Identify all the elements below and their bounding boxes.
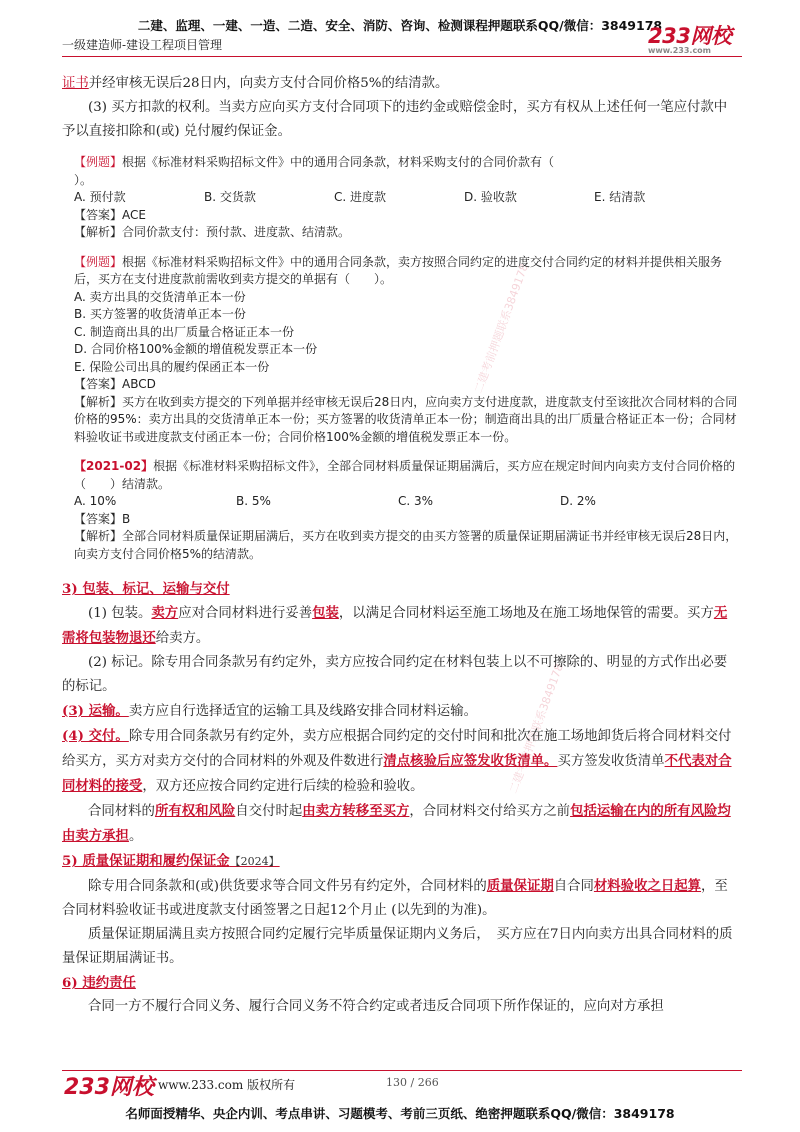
example-block-2 [62, 254, 738, 447]
option-item: B. 买方签署的收货清单正本一份 [74, 307, 246, 321]
header-ad-banner: 二建、监理、一建、一造、二造、安全、消防、咨询、检测课程押题联系QQ/微信：3849178 [137, 18, 663, 33]
text: 合同材料的 [88, 804, 155, 819]
paragraph-packaging [62, 601, 738, 651]
highlight-term: 证书 [62, 76, 89, 91]
answer-line: 【答案】B [74, 511, 131, 526]
section-heading: 3) 包装、标记、运输与交付 [62, 581, 230, 597]
example-question [62, 254, 738, 289]
highlight-term: 不代表对合同材料的接受 [62, 753, 732, 794]
highlight-term: 所有权和风险 [154, 803, 236, 819]
example-tag: 【例题】 [74, 254, 123, 269]
example-block-3 [62, 458, 738, 563]
heading-text: 5) 质量保证期和履约保证金 [62, 853, 230, 869]
example-question [62, 458, 738, 493]
brand-logo [648, 20, 731, 55]
page-number: 130 / 266 [386, 1076, 439, 1089]
question-text: 根据《标准材料采购招标文件》中的通用合同条款，材料采购支付的合同价款有（ [122, 155, 555, 169]
text: 除专用合同条款和(或)供货要求等合同文件另有约定外，合同材料的 [88, 879, 487, 894]
option-item: D. 2% [560, 494, 596, 508]
question-end: ）。 [74, 172, 93, 187]
section-heading: 6) 违约责任 [62, 975, 136, 991]
paragraph-liability: 合同一方不履行合同义务、履行合同义务不符合约定或者违反合同项下所作保证的，应向对方承担 [88, 999, 664, 1014]
brand-logo-text: 233网校 [648, 24, 732, 48]
option-item: C. 进度款 [334, 190, 387, 204]
brand-logo-url: www.233.com [648, 46, 712, 55]
text: 买方签发收货清单 [557, 754, 665, 769]
highlight-term: (4) 交付。 [62, 728, 129, 744]
answer-line: 【答案】ABCD [74, 377, 156, 391]
question-text: 根据《标准材料采购招标文件》，全部合同材料质量保证期届满后，买方应在规定时间内向卖方支付合同价格的（ ）结清款。 [74, 459, 736, 491]
example-question [62, 154, 738, 172]
paragraph-warranty [62, 874, 738, 923]
text: 卖方应自行选择适宜的运输工具及线路安排合同材料运输。 [128, 704, 477, 719]
header-divider [62, 56, 742, 57]
text: 给卖方。 [155, 631, 210, 646]
analysis-line: 【解析】全部合同材料质量保证期届满后，买方在收到卖方提交的由买方签署的质量保证期届满证书并经审核无误后28日内，向卖方支付合同价格5%的结清款。 [74, 529, 738, 561]
text: 。 [128, 829, 143, 844]
option-item: C. 制造商出具的出厂质量合格证正本一份 [74, 324, 295, 339]
paragraph-marking: (2) 标记。除专用合同条款另有约定外，卖方应按合同约定在材料包装上以不可擦除的、明显的方式作出必要的标记。 [62, 655, 728, 694]
paragraph-transport [62, 699, 738, 724]
text: ，以满足合同材料运至施工场地及在施工场地保管的需要。买方 [338, 606, 714, 621]
highlight-term: 卖方 [151, 605, 179, 621]
year-badge: 【2024】 [229, 855, 280, 868]
watermark: 二建考前押题联系3849178 [506, 661, 566, 796]
highlight-term: 包括运输在内的所有风险均由卖方承担 [62, 803, 731, 844]
footer-divider [62, 1070, 742, 1071]
option-item: E. 结清款 [594, 190, 646, 204]
highlight-term: 材料验收之日起算 [593, 878, 702, 894]
footer-logo: 233网校 [64, 1075, 154, 1100]
page-content [62, 72, 738, 1019]
text: 应对合同材料进行妥善 [178, 606, 313, 621]
example-tag: 【2021-02】 [74, 459, 154, 473]
option-item: D. 验收款 [464, 190, 517, 204]
highlight-term: (3) 运输。 [62, 703, 129, 719]
paragraph-warranty-expiry: 质量保证期届满且卖方按照合同约定履行完毕质量保证期内义务后， 买方应在7日内向卖方出具合同材料的质量保证期届满证书。 [62, 927, 733, 966]
analysis-line: 【解析】买方在收到卖方提交的下列单据并经审核无误后28日内，应向卖方支付进度款，进度款支付至该批次合同材料的合同价格的95%：卖方出具的交货清单正本一份；买方签署的收货清单正本一份；制造商出具的出厂质量合格证正本一份；合同材料验收证书或进度款支付函正本一份；合同价格100%金额的增值税发票正本一份。 [74, 394, 738, 444]
option-item: A. 10% [74, 494, 117, 508]
option-row [62, 189, 738, 207]
intro-paragraph-1 [62, 72, 738, 96]
document-subtitle: 一级建造师-建设工程项目管理 [62, 38, 223, 52]
example-block-1 [62, 154, 738, 242]
text: (1) 包装。 [88, 606, 152, 621]
question-text: 根据《标准材料采购招标文件》中的通用合同条款，卖方按照合同约定的进度交付合同约定的材料并提供相关服务后，买方在支付进度款前需收到卖方提交的单据有（ ）。 [74, 254, 723, 286]
text: ，合同材料交付给买方之前 [409, 804, 571, 819]
text: ，至合同材料验收证书或进度款支付函签署之日起12个月止 (以先到的为准)。 [62, 879, 728, 918]
text: 除专用合同条款另有约定外，卖方应根据合同约定的交付时间和批次在施工场地卸货后将合同材料交付给买方，买方对卖方交付的合同材料的外观及件数进行 [62, 729, 732, 769]
text: 自交付时起 [235, 804, 303, 819]
footer-copyright: www.233.com 版权所有 [158, 1078, 296, 1092]
watermark: 二建考前押题联系3849178 [471, 261, 531, 396]
paragraph-ownership-risk [62, 799, 738, 849]
option-item: E. 保险公司出具的履约保函正本一份 [74, 359, 270, 374]
option-item: A. 预付款 [74, 190, 126, 204]
option-item: B. 交货款 [204, 190, 256, 204]
option-item: D. 合同价格100%金额的增值税发票正本一份 [74, 342, 318, 356]
text: 自合同 [553, 879, 594, 894]
example-tag: 【例题】 [74, 155, 123, 169]
option-item: C. 3% [398, 494, 434, 508]
highlight-term: 质量保证期 [486, 878, 554, 894]
option-row [62, 493, 738, 511]
section-heading [62, 849, 738, 874]
paragraph-delivery [62, 724, 738, 799]
highlight-term: 无需将包装物退还 [62, 605, 728, 646]
highlight-term: 由卖方转移至买方 [302, 803, 410, 819]
highlight-term: 包装 [312, 605, 339, 621]
text: ，双方还应按合同约定进行后续的检验和验收。 [142, 779, 424, 794]
option-item: A. 卖方出具的交货清单正本一份 [74, 289, 246, 304]
highlight-term: 清点核验后应签发收货清单。 [383, 753, 558, 769]
intro-paragraph-2: (3) 买方扣款的权利。当卖方应向买方支付合同项下的违约金或赔偿金时，买方有权从上述任何一笔应付款中予以直接扣除和(或) 兑付履约保证金。 [62, 100, 728, 139]
intro-text: 并经审核无误后28日内，向卖方支付合同价格5%的结清款。 [88, 76, 449, 91]
analysis-line: 【解析】合同价款支付：预付款、进度款、结清款。 [74, 225, 351, 239]
footer-ad-banner: 名师面授精华、央企内训、考点串讲、习题模考、考前三页纸、绝密押题联系QQ/微信：3849178 [125, 1106, 675, 1121]
option-item: B. 5% [236, 494, 271, 508]
answer-line: 【答案】ACE [74, 207, 146, 222]
